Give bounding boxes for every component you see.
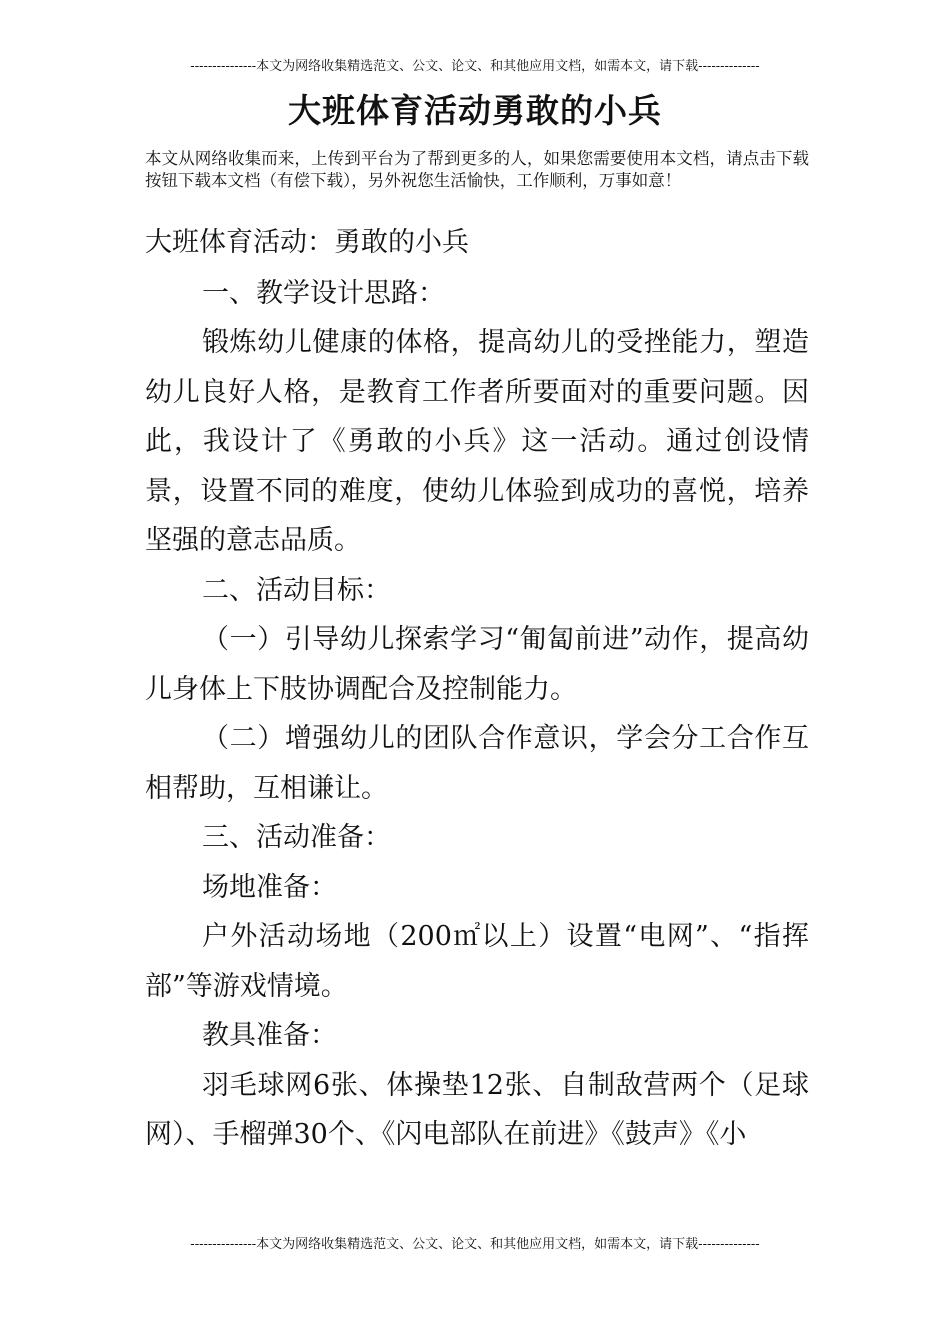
paragraph-materials: 羽毛球网6张、体操垫12张、自制敌营两个（足球网）、手榴弹30个、《闪电部队在前进》《鼓声》《小: [145, 1069, 809, 1150]
section-heading-preparation: 三、活动准备：: [202, 822, 391, 853]
subheading-venue: 场地准备：: [202, 871, 337, 903]
intro-notice: 本文从网络收集而来，上传到平台为了帮到更多的人，如果您需要使用本文档，请点击下载按钮下载本文档（有偿下载），另外祝您生活愉快，工作顺利，万事如意！: [145, 149, 809, 190]
paragraph-goal-1: （一）引导幼儿探索学习“匍匐前进”动作，提高幼儿身体上下肢协调配合及控制能力。: [145, 624, 809, 705]
document-title: 大班体育活动勇敢的小兵: [288, 91, 662, 130]
section-heading-design: 一、教学设计思路：: [202, 277, 445, 309]
page-header-notice: ---------------本文为网络收集精选范文、公文、论文、和其他应用文档，如需本文，请下载--------------: [190, 59, 760, 74]
paragraph-design: 锻炼幼儿健康的体格，提高幼儿的受挫能力，塑造幼儿良好人格，是教育工作者所要面对的重要问题。因此，我设计了《勇敢的小兵》这一活动。通过创设情景，设置不同的难度，使幼儿体验到成功的喜悦，培养坚强的意志品质。: [145, 327, 809, 556]
subheading-materials: 教具准备：: [202, 1020, 337, 1051]
document-body: [145, 218, 809, 1160]
paragraph-goal-2: （二）增强幼儿的团队合作意识，学会分工合作互相帮助，互相谦让。: [145, 723, 809, 804]
page-footer-notice: ---------------本文为网络收集精选范文、公文、论文、和其他应用文档，如需本文，请下载--------------: [190, 1237, 760, 1252]
section-heading-goals: 二、活动目标：: [202, 574, 391, 606]
body-heading: 大班体育活动：勇敢的小兵: [145, 227, 469, 258]
paragraph-venue: 户外活动场地（200㎡以上）设置“电网”、“指挥部”等游戏情境。: [145, 921, 809, 1002]
